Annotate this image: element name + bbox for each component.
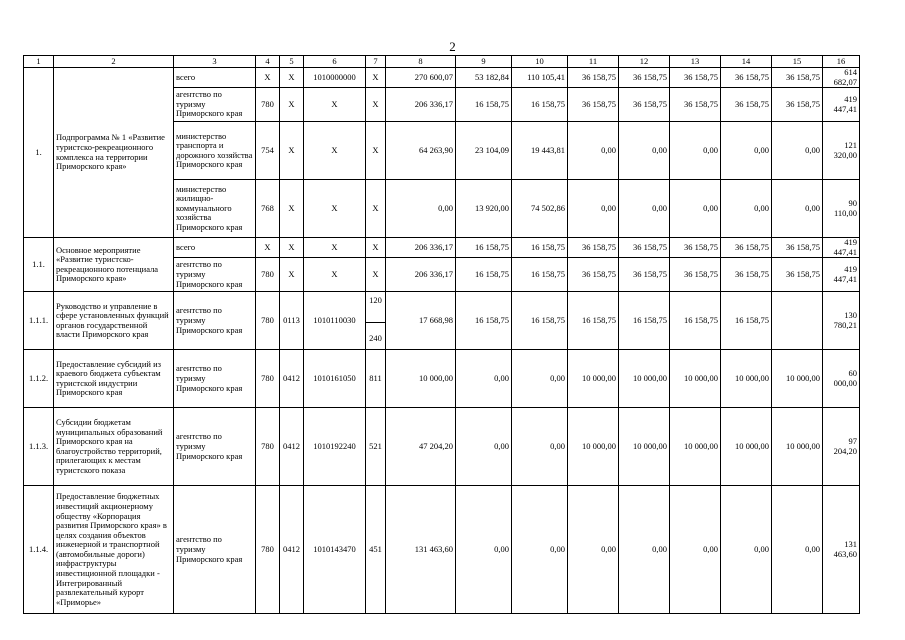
table-cell: 16 158,75 [619, 292, 670, 350]
table-cell: 0,00 [456, 486, 512, 614]
header-cell: 16 [823, 56, 860, 68]
table-cell: 16 158,75 [670, 292, 721, 350]
table-cell: 10 000,00 [619, 350, 670, 408]
table-cell: 131 463,60 [386, 486, 456, 614]
table-cell: X [304, 122, 366, 180]
table-cell: 74 502,86 [512, 180, 568, 238]
header-cell: 13 [670, 56, 721, 68]
table-cell: 0,00 [456, 350, 512, 408]
table-cell: 16 158,75 [456, 292, 512, 350]
executor-cell: агентство по туризму Приморского края [174, 408, 256, 486]
table-cell: 451 [366, 486, 386, 614]
table-cell: 780 [256, 350, 280, 408]
table-cell: 754 [256, 122, 280, 180]
table-cell: X [256, 238, 280, 258]
table-cell: 521 [366, 408, 386, 486]
table-cell: 10 000,00 [721, 408, 772, 486]
header-cell: 2 [54, 56, 174, 68]
header-cell: 6 [304, 56, 366, 68]
table-cell: 206 336,17 [386, 258, 456, 292]
table-cell: 97 204,20 [823, 408, 860, 486]
table-cell: 0,00 [670, 486, 721, 614]
header-cell: 14 [721, 56, 772, 68]
executor-cell: агентство по туризму Приморского края [174, 292, 256, 350]
table-cell: 780 [256, 408, 280, 486]
table-cell: 60 000,00 [823, 350, 860, 408]
table-cell: 419 447,41 [823, 258, 860, 292]
table-cell: 36 158,75 [619, 68, 670, 88]
table-cell: 16 158,75 [512, 258, 568, 292]
table-cell: 16 158,75 [456, 238, 512, 258]
table-cell: 36 158,75 [721, 68, 772, 88]
table-cell: 0,00 [512, 350, 568, 408]
table-cell: 0113 [280, 292, 304, 350]
row-title: Руководство и управление в сфере установленных функций органов государственной власти Приморского края [54, 292, 174, 350]
table-cell: X [280, 122, 304, 180]
table-cell: 36 158,75 [721, 238, 772, 258]
table-cell: 1010161050 [304, 350, 366, 408]
table-cell [772, 292, 823, 350]
table-cell: 64 263,90 [386, 122, 456, 180]
kvr-code: 240 [369, 332, 382, 343]
table-cell: 13 920,00 [456, 180, 512, 238]
table-cell: 10 000,00 [568, 350, 619, 408]
table-cell: 270 600,07 [386, 68, 456, 88]
table-cell: 47 204,20 [386, 408, 456, 486]
table-cell: 10 000,00 [772, 408, 823, 486]
executor-cell: агентство по туризму Приморского края [174, 350, 256, 408]
executor-cell: министерство транспорта и дорожного хозяйства Приморского края [174, 122, 256, 180]
row-number: 1.1.4. [24, 486, 54, 614]
table-cell: 10 000,00 [568, 408, 619, 486]
header-cell: 10 [512, 56, 568, 68]
table-row [24, 238, 860, 258]
header-cell: 9 [456, 56, 512, 68]
table-cell: 0412 [280, 486, 304, 614]
table-row [24, 350, 860, 408]
header-cell: 12 [619, 56, 670, 68]
table-cell: 36 158,75 [568, 238, 619, 258]
table-cell: 419 447,41 [823, 238, 860, 258]
table-cell: 1010192240 [304, 408, 366, 486]
table-cell: 36 158,75 [670, 238, 721, 258]
table-cell: 0,00 [512, 408, 568, 486]
executor-cell: агентство по туризму Приморского края [174, 258, 256, 292]
table-cell: X [280, 238, 304, 258]
table-cell: 811 [366, 350, 386, 408]
table-cell: 0,00 [772, 122, 823, 180]
table-cell: X [256, 68, 280, 88]
table-cell: 16 158,75 [721, 292, 772, 350]
table-cell: 0,00 [619, 122, 670, 180]
header-cell: 4 [256, 56, 280, 68]
row-title: Подпрограмма № 1 «Развитие туристско-рекреационного комплекса на территории Приморского края» [54, 68, 174, 238]
table-cell: 36 158,75 [670, 68, 721, 88]
table-cell: 130 780,21 [823, 292, 860, 350]
table-cell: 780 [256, 258, 280, 292]
table-cell: 0,00 [568, 486, 619, 614]
table-cell: 1010000000 [304, 68, 366, 88]
table-cell: 768 [256, 180, 280, 238]
table-cell: X [304, 88, 366, 122]
header-cell: 8 [386, 56, 456, 68]
table-cell: 0412 [280, 408, 304, 486]
row-number: 1.1. [24, 238, 54, 292]
header-row [24, 56, 860, 68]
table-cell: 0,00 [721, 180, 772, 238]
executor-cell: агентство по туризму Приморского края [174, 486, 256, 614]
row-title: Предоставление субсидий из краевого бюджета субъектам туристской индустрии Приморского края [54, 350, 174, 408]
table-cell: X [366, 258, 386, 292]
table-cell: 0,00 [619, 180, 670, 238]
table-cell: X [280, 88, 304, 122]
table-cell: 36 158,75 [619, 258, 670, 292]
table-cell: X [280, 68, 304, 88]
row-title: Предоставление бюджетных инвестиций акционерному обществу «Корпорация развития Приморского края» в целях создания объектов инженерной и транспортной (автомобильные дороги) инфраструктуры инвестиционной площадки - Интегрированный развлекательный курорт «Приморье» [54, 486, 174, 614]
table-cell: X [366, 88, 386, 122]
table-cell: 10 000,00 [721, 350, 772, 408]
table-cell: 0412 [280, 350, 304, 408]
kvr-code: 120 [369, 295, 382, 306]
table-cell: 23 104,09 [456, 122, 512, 180]
table-cell: 17 668,98 [386, 292, 456, 350]
table-cell: 16 158,75 [456, 258, 512, 292]
table-cell: 0,00 [456, 408, 512, 486]
table-cell: 0,00 [721, 486, 772, 614]
row-number: 1.1.1. [24, 292, 54, 350]
table-cell: 0,00 [670, 180, 721, 238]
table-cell: 419 447,41 [823, 88, 860, 122]
table-cell: 36 158,75 [619, 88, 670, 122]
table-cell: 0,00 [670, 122, 721, 180]
table-row [24, 292, 860, 350]
header-cell: 7 [366, 56, 386, 68]
table-cell: 36 158,75 [772, 68, 823, 88]
table-cell: 36 158,75 [772, 88, 823, 122]
table-cell: X [304, 180, 366, 238]
budget-table [23, 55, 860, 614]
table-cell: X [280, 258, 304, 292]
table-cell: X [366, 180, 386, 238]
table-cell: 16 158,75 [512, 238, 568, 258]
table-cell: 10 000,00 [772, 350, 823, 408]
executor-cell: всего [174, 238, 256, 258]
row-title: Субсидии бюджетам муниципальных образований Приморского края на благоустройство территорий, прилегающих к местам туристского показа [54, 408, 174, 486]
table-cell: 36 158,75 [568, 258, 619, 292]
table-cell: 10 000,00 [670, 408, 721, 486]
table-cell: X [304, 258, 366, 292]
table-cell: 36 158,75 [772, 258, 823, 292]
table-cell: 0,00 [568, 180, 619, 238]
row-number: 1.1.3. [24, 408, 54, 486]
table-cell: X [280, 180, 304, 238]
executor-cell: всего [174, 68, 256, 88]
table-cell: 36 158,75 [670, 88, 721, 122]
table-cell: 10 000,00 [386, 350, 456, 408]
table-cell: 1010110030 [304, 292, 366, 350]
table-cell: 53 182,84 [456, 68, 512, 88]
table-cell: 16 158,75 [456, 88, 512, 122]
table-cell: 0,00 [619, 486, 670, 614]
table-cell: 36 158,75 [568, 68, 619, 88]
table-cell: 36 158,75 [670, 258, 721, 292]
table-row [24, 408, 860, 486]
table-row [24, 68, 860, 88]
page-number: 2 [449, 39, 456, 54]
table-cell: X [366, 68, 386, 88]
table-cell: 16 158,75 [512, 88, 568, 122]
table-cell: 780 [256, 486, 280, 614]
table-cell: 110 105,41 [512, 68, 568, 88]
table-cell: 36 158,75 [568, 88, 619, 122]
row-number: 1. [24, 68, 54, 238]
table-cell: 16 158,75 [568, 292, 619, 350]
table-cell: 16 158,75 [512, 292, 568, 350]
table-cell: 10 000,00 [619, 408, 670, 486]
table-cell: X [366, 238, 386, 258]
table-row [24, 486, 860, 614]
table-cell: X [366, 122, 386, 180]
table-cell: 36 158,75 [721, 258, 772, 292]
table-cell: 206 336,17 [386, 88, 456, 122]
header-cell: 11 [568, 56, 619, 68]
row-number: 1.1.2. [24, 350, 54, 408]
table-cell: 36 158,75 [721, 88, 772, 122]
header-cell: 1 [24, 56, 54, 68]
table-cell: 19 443,81 [512, 122, 568, 180]
table-cell: 10 000,00 [670, 350, 721, 408]
kvr-split-cell [366, 292, 386, 350]
table-cell: X [304, 238, 366, 258]
table-cell: 0,00 [772, 180, 823, 238]
header-cell: 3 [174, 56, 256, 68]
table-cell: 206 336,17 [386, 238, 456, 258]
table-cell: 0,00 [772, 486, 823, 614]
table-cell: 780 [256, 88, 280, 122]
header-cell: 5 [280, 56, 304, 68]
table-cell: 0,00 [568, 122, 619, 180]
table-cell: 0,00 [512, 486, 568, 614]
table-cell: 1010143470 [304, 486, 366, 614]
header-cell: 15 [772, 56, 823, 68]
table-cell: 614 682,07 [823, 68, 860, 88]
table-cell: 36 158,75 [772, 238, 823, 258]
divider [366, 322, 385, 323]
table-cell: 0,00 [386, 180, 456, 238]
table-cell: 780 [256, 292, 280, 350]
executor-cell: министерство жилищно-коммунального хозяйства Приморского края [174, 180, 256, 238]
table-cell: 0,00 [721, 122, 772, 180]
table-cell: 90 110,00 [823, 180, 860, 238]
executor-cell: агентство по туризму Приморского края [174, 88, 256, 122]
table-cell: 131 463,60 [823, 486, 860, 614]
table-cell: 36 158,75 [619, 238, 670, 258]
table-cell: 121 320,00 [823, 122, 860, 180]
row-title: Основное мероприятие «Развитие туристско-рекреационного потенциала Приморского края» [54, 238, 174, 292]
